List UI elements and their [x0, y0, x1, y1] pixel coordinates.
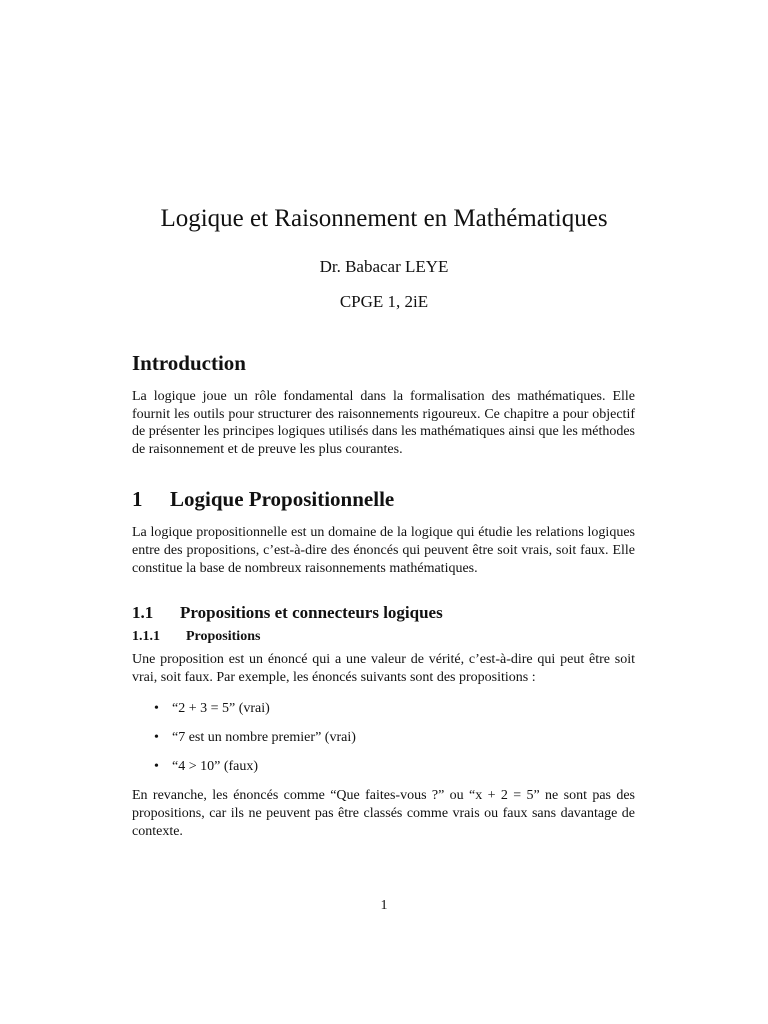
section-1-heading	[132, 484, 635, 514]
propositions-paragraph: Une proposition est un énoncé qui a une valeur de vérité, c’est-à-dire qui peut être soit vrai, soit faux. Par exemple, les énoncés suivants sont des propositions :	[132, 652, 635, 685]
introduction-paragraph: La logique joue un rôle fondamental dans la formalisation des mathématiques. Elle fournit les outils pour structurer des raisonnements rigoureux. Ce chapitre a pour objectif de présenter les principes logiques utilisés dans les mathématiques ainsi que les méthodes de raisonnement et de preuve les plus courantes.	[132, 389, 635, 457]
subsubsection-1-1-1-heading	[132, 627, 635, 647]
proposition-examples-list	[132, 700, 635, 776]
document-body	[132, 348, 635, 840]
document-author: Dr. Babacar LEYE	[319, 257, 449, 276]
document-affiliation: CPGE 1, 2iE	[339, 292, 429, 311]
subsection-1-1-heading	[132, 601, 635, 625]
section-1-paragraph: La logique propositionnelle est un domaine de la logique qui étudie les relations logiques entre des propositions, c’est-à-dire des énoncés qui peuvent être soit vrais, soit faux. Elle constitue la base de nombreux raisonnements mathématiques.	[132, 525, 635, 576]
list-item-text: “2 + 3 = 5” (vrai)	[172, 701, 270, 717]
document-title: Logique et Raisonnement en Mathématiques	[160, 205, 608, 232]
page-number: 1	[380, 898, 388, 913]
list-item	[132, 758, 635, 776]
list-item	[132, 700, 635, 718]
list-item	[132, 729, 635, 747]
subsection-1-1-title: Propositions et connecteurs logiques	[180, 603, 443, 623]
introduction-heading: Introduction	[132, 351, 246, 375]
bullet-icon: •	[154, 701, 159, 717]
section-1-title: Logique Propositionnelle	[170, 487, 395, 512]
list-item-text: “7 est un nombre premier” (vrai)	[172, 730, 356, 746]
subsection-1-1-number: 1.1	[132, 603, 154, 623]
bullet-icon: •	[154, 730, 159, 746]
section-1-number: 1	[132, 487, 143, 512]
subsubsection-1-1-1-number: 1.1.1	[132, 629, 160, 645]
closing-paragraph: En revanche, les énoncés comme “Que faites-vous ?” ou “x + 2 = 5” ne sont pas des propositions, car ils ne peuvent pas être classés comme vrais ou faux sans davantage de contexte.	[132, 788, 635, 839]
subsubsection-1-1-1-title: Propositions	[186, 629, 261, 645]
list-item-text: “4 > 10” (faux)	[172, 759, 259, 775]
bullet-icon: •	[154, 759, 159, 775]
